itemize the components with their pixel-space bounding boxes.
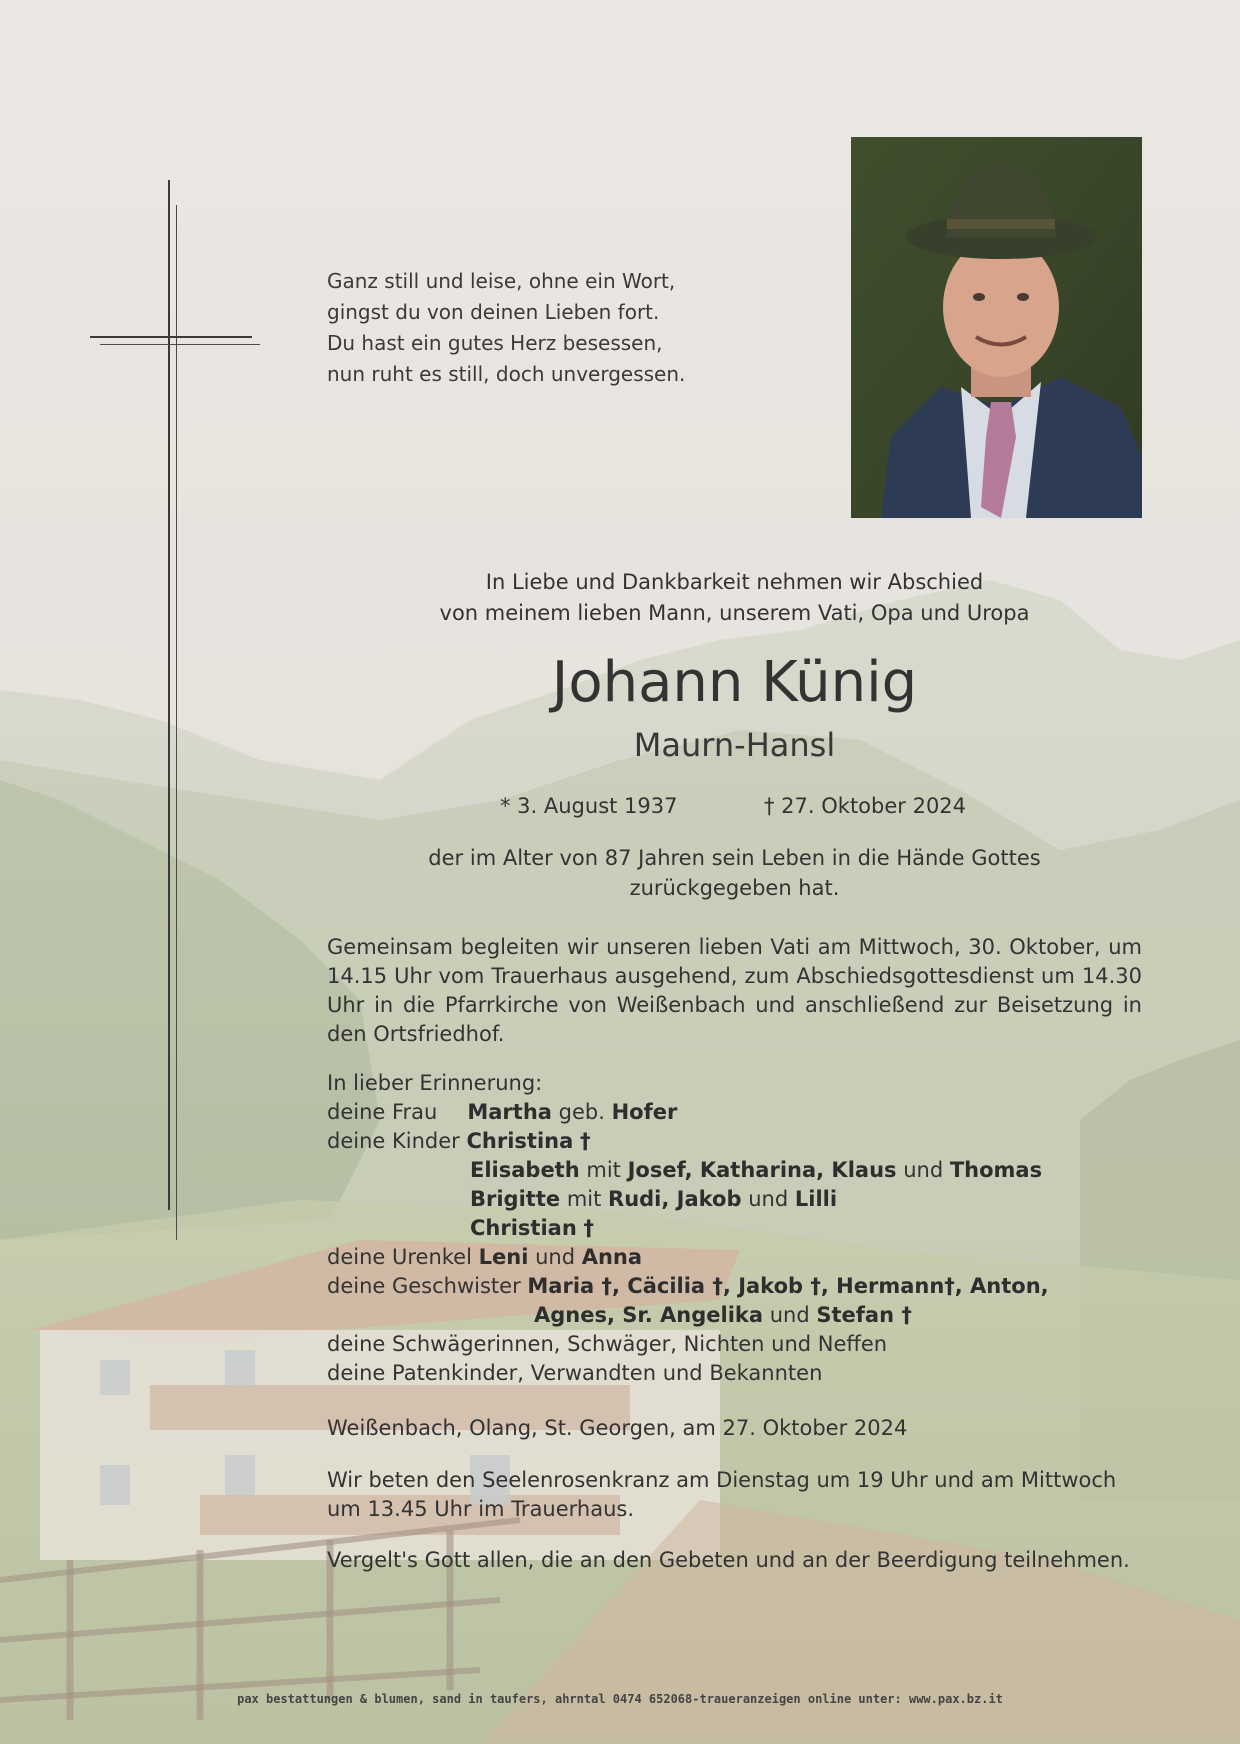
cross-horizontal-line [90,336,252,338]
age-line: zurückgegeben hat. [629,876,840,900]
intro-line: In Liebe und Dankbarkeit nehmen wir Abschied [485,570,984,594]
rosary-info: Wir beten den Seelenrosenkranz am Dienstag um 19 Uhr und am Mittwoch um 13.45 Uhr im Trauerhaus. [327,1468,1117,1521]
deceased-name: Johann Künig [551,650,918,715]
funeral-home-footer: pax bestattungen & blumen, sand in taufers, ahrntal 0474 652068-traueranzeigen online unter: www.pax.bz.it [237,1692,1003,1706]
memory-heading: In lieber Erinnerung: [327,1071,543,1095]
mit-word: mit [566,1187,602,1211]
funeral-info: Gemeinsam begleiten wir unseren lieben Vati am Mittwoch, 30. Oktober, um 14.15 Uhr vom Trauerhaus ausgehend, zum Abschiedsgottesdienst um 14.30 Uhr in die Pfarrkirche von Weißenbach und anschließend zur Beisetzung in den Ortsfriedhof. [327,935,1142,1046]
age-line: der im Alter von 87 Jahren sein Leben in die Hände Gottes [428,846,1041,870]
child-name: Brigitte [470,1187,561,1211]
child-name: Elisabeth [470,1158,580,1182]
und-word: und [903,1158,944,1182]
place-date: Weißenbach, Olang, St. Georgen, am 27. Oktober 2024 [327,1416,908,1440]
und-word: und [535,1245,576,1269]
siblings-label: deine Geschwister [327,1274,521,1298]
cross-vertical-line [168,180,170,1210]
children-label: deine Kinder [327,1129,460,1153]
siblings-names: Maria †, Cäcilia †, Jakob †, Hermann†, Anton, [527,1274,1049,1298]
death-date: † 27. Oktober 2024 [764,794,967,818]
age-statement [327,843,1142,903]
wife-label: deine Frau [327,1100,438,1124]
mourner-row-child [327,1185,1142,1214]
poem-line: Du hast ein gutes Herz besessen, [327,331,663,355]
siblings-names: Agnes, Sr. Angelika [534,1303,764,1327]
mourner-row-child [327,1214,1142,1243]
greatgrand-name: Leni [478,1245,529,1269]
mit-word: mit [586,1158,621,1182]
child-name: Christina [466,1129,574,1153]
greatgrand-name: Anna [581,1245,643,1269]
greatgrand-label: deine Urenkel [327,1245,472,1269]
child-family: Josef, Katharina, Klaus [627,1158,897,1182]
dagger-symbol: † [583,1216,594,1240]
dagger-symbol: † [579,1129,591,1153]
wife-first-name: Martha [467,1100,552,1124]
sibling-last: Stefan † [816,1303,912,1327]
mourner-row-child [327,1156,1142,1185]
poem-line: gingst du von deinen Lieben fort. [327,300,660,324]
thanks-note: Vergelt's Gott allen, die an den Gebeten und an der Beerdigung teilnehmen. [327,1548,1130,1572]
und-word: und [769,1303,810,1327]
mourner-row-greatgrandchildren [327,1243,1142,1272]
mourner-row-siblings [327,1272,1142,1301]
child-family-last: Thomas [949,1158,1043,1182]
wife-maiden-name: Hofer [611,1100,678,1124]
intro-line: von meinem lieben Mann, unserem Vati, Opa und Uropa [439,601,1030,625]
und-word: und [748,1187,789,1211]
deceased-nickname: Maurn-Hansl [633,726,836,764]
birth-date: * 3. August 1937 [500,794,678,818]
mourner-row-inlaws: deine Schwägerinnen, Schwäger, Nichten und Neffen [327,1332,888,1356]
mourner-row-children [327,1127,1142,1156]
farewell-intro [327,567,1142,629]
wife-geb: geb. [558,1100,605,1124]
cross-horizontal-line-secondary [100,344,260,345]
mourner-row-godchildren: deine Patenkinder, Verwandten und Bekannten [327,1361,823,1385]
memorial-poem [327,266,727,390]
mourner-row-wife [327,1098,1142,1127]
portrait-photo [851,137,1142,518]
child-name: Christian [470,1216,577,1240]
child-family: Rudi, Jakob [608,1187,742,1211]
mourners-list [327,1069,1142,1388]
mourner-row-siblings-cont [327,1301,1142,1330]
cross-vertical-line-secondary [176,205,177,1240]
poem-line: Ganz still und leise, ohne ein Wort, [327,269,676,293]
poem-line: nun ruht es still, doch unvergessen. [327,362,686,386]
child-family-last: Lilli [794,1187,838,1211]
